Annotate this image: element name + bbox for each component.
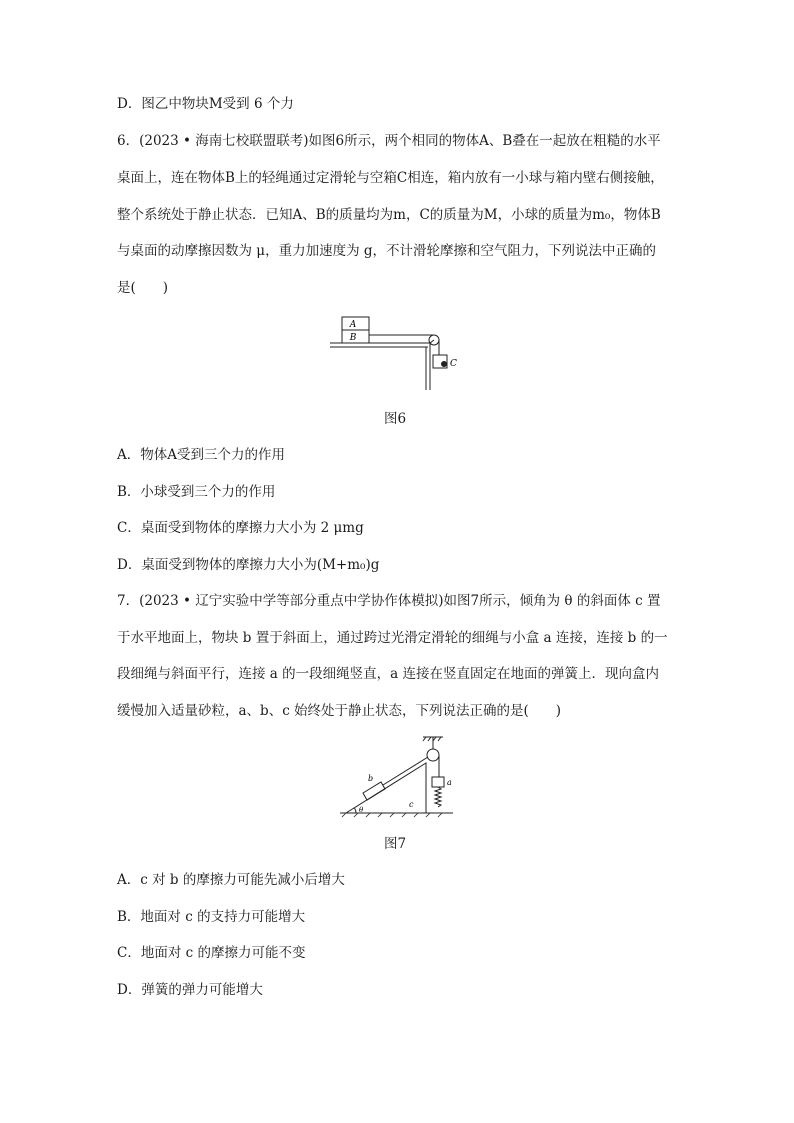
spring	[435, 787, 441, 807]
label-b: B	[349, 333, 357, 343]
q6-stem-line: 与桌面的动摩擦因数为 μ，重力加速度为 g，不计滑轮摩擦和空气阻力，下列说法中正确的	[117, 243, 656, 259]
box-a	[432, 777, 444, 787]
figure-7	[338, 735, 468, 817]
q7-option: C．地面对 c 的摩擦力可能不变	[117, 945, 306, 961]
label-a: a	[447, 778, 452, 787]
q6-option: C．桌面受到物体的摩擦力大小为 2 μmg	[117, 520, 364, 536]
label-theta: θ	[359, 806, 364, 814]
figure-6	[325, 312, 465, 394]
label-a: A	[349, 320, 357, 330]
block-b	[363, 782, 385, 800]
figure-6-caption: 图6	[384, 411, 407, 427]
q7-stem-line: 于水平地面上，物块 b 置于斜面上，通过跨过光滑定滑轮的细绳与小盒 a 连接，连接 b 的一	[117, 630, 668, 646]
q6-option: D．桌面受到物体的摩擦力大小为(M+m₀)g	[117, 557, 380, 573]
figure-7-caption: 图7	[384, 836, 407, 852]
q6-option: A．物体A受到三个力的作用	[117, 447, 285, 463]
q7-stem-line: 7．(2023 • 辽宁实验中学等部分重点中学协作体模拟)如图7所示，倾角为 θ 的斜面体 c 置	[117, 593, 661, 609]
q7-option: B．地面对 c 的支持力可能增大	[117, 909, 306, 925]
q7-option: D．弹簧的弹力可能增大	[117, 982, 263, 998]
q5-option-d: D．图乙中物块M受到 6 个力	[117, 96, 294, 112]
q6-stem-line: 6．(2023 • 海南七校联盟联考)如图6所示，两个相同的物体A、B叠在一起放在粗糙的水平	[117, 133, 661, 149]
incline-c	[346, 763, 426, 813]
label-b: b	[368, 774, 374, 783]
q6-stem-line: 是( )	[117, 280, 169, 296]
label-c: C	[450, 359, 457, 369]
small-ball	[441, 361, 447, 367]
label-c: c	[409, 800, 414, 809]
q7-option: A．c 对 b 的摩擦力可能先减小后增大	[117, 872, 345, 888]
q6-option: B．小球受到三个力的作用	[117, 484, 276, 500]
q7-stem-line: 段细绳与斜面平行，连接 a 的一段细绳竖直，a 连接在竖直固定在地面的弹簧上．现向盒内	[117, 666, 659, 682]
pulley	[427, 749, 439, 761]
q7-stem-line: 缓慢加入适量砂粒，a、b、c 始终处于静止状态，下列说法正确的是( )	[117, 703, 562, 719]
q6-stem-line: 桌面上，连在物体B上的轻绳通过定滑轮与空箱C相连，箱内放有一小球与箱内壁右侧接触，	[117, 170, 664, 186]
q6-stem-line: 整个系统处于静止状态．已知A、B的质量均为m，C的质量为M，小球的质量为m₀，物体B	[117, 207, 661, 223]
